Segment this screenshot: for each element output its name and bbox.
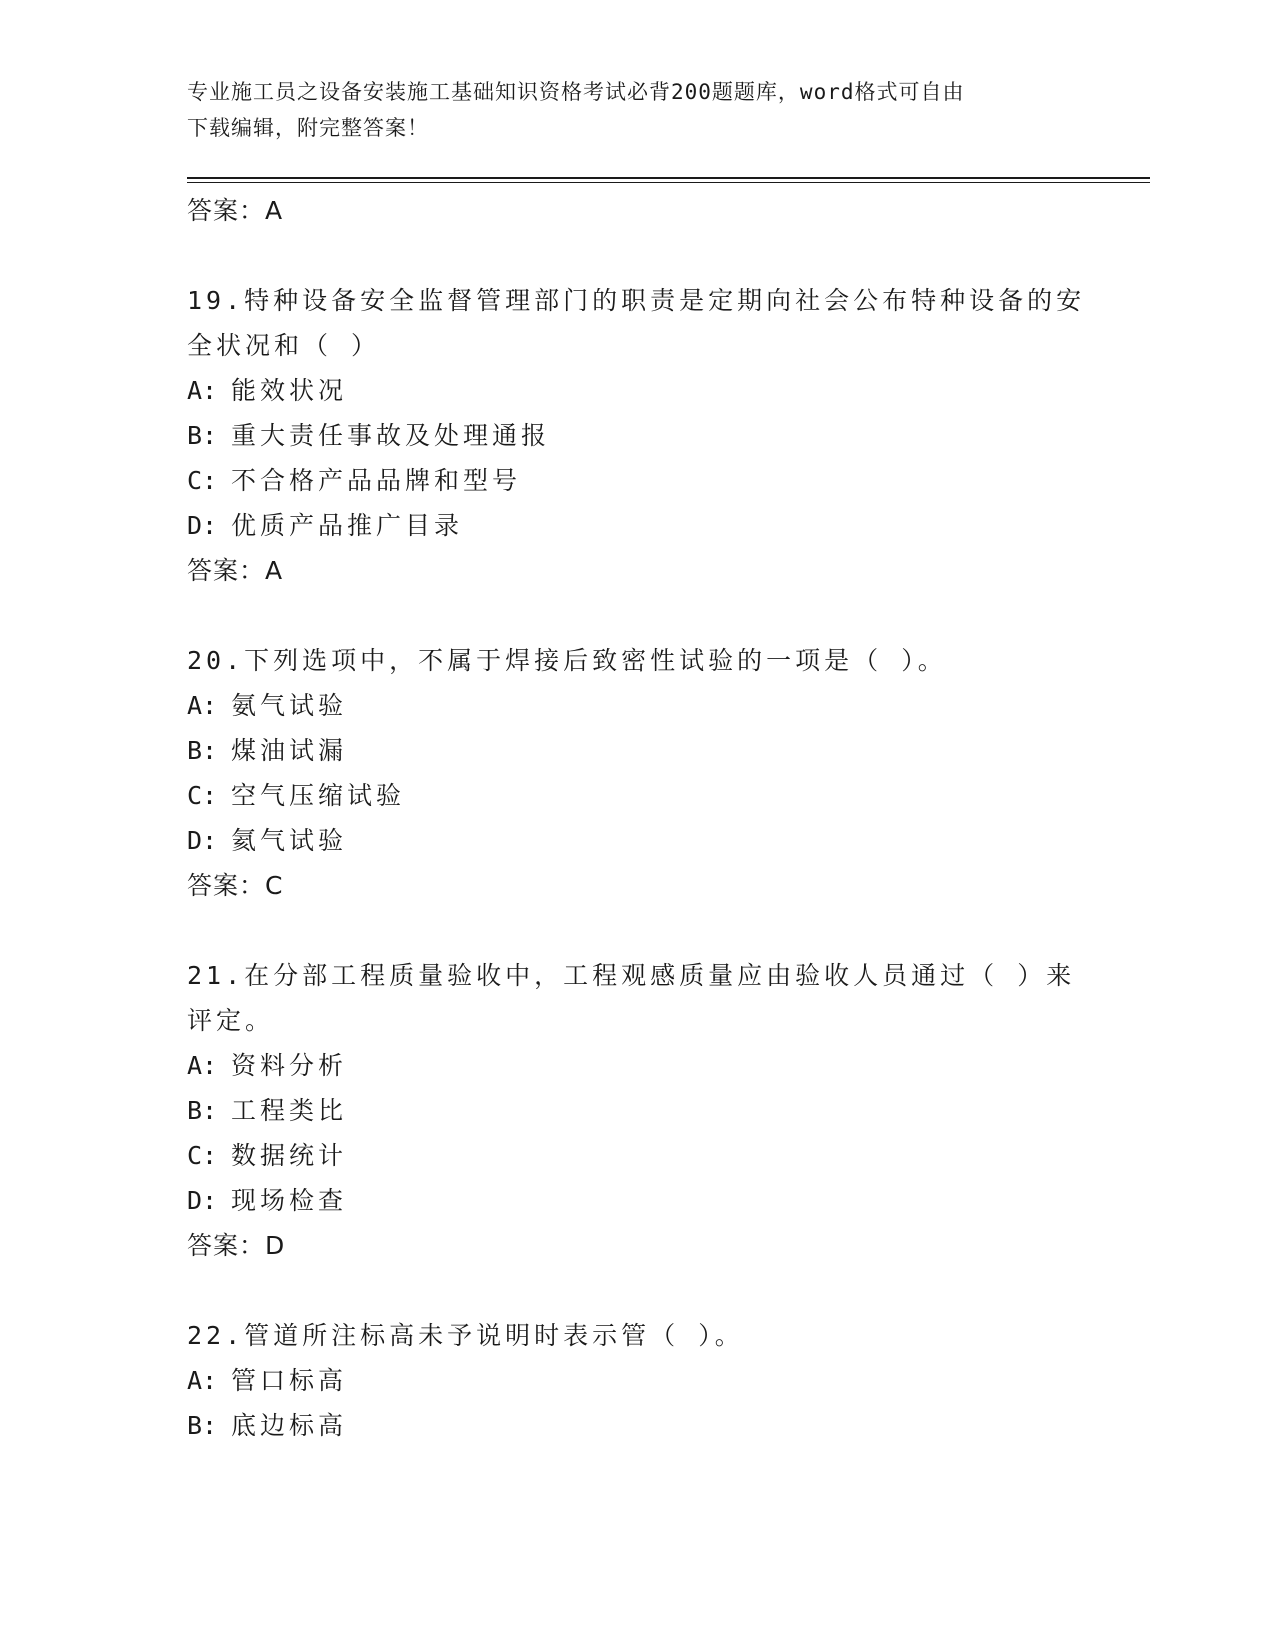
option-label: B: <box>187 1411 218 1440</box>
spacer <box>187 593 1087 638</box>
option-label: D: <box>187 511 218 540</box>
option-text: 现场检查 <box>231 1186 348 1215</box>
option-label: A: <box>187 691 218 720</box>
header-line-2: 下载编辑，附完整答案！ <box>187 116 429 140</box>
option-d <box>187 503 1087 548</box>
question-stem: 20.下列选项中，不属于焊接后致密性试验的一项是（ ）。 <box>187 646 947 675</box>
option-text: 重大责任事故及处理通报 <box>231 421 551 450</box>
option-text: 氦气试验 <box>231 826 348 855</box>
document-header <box>187 74 1067 146</box>
spacer <box>187 233 1087 278</box>
option-c <box>187 773 1087 818</box>
previous-answer: 答案：A <box>187 196 284 225</box>
question-22 <box>187 1313 1087 1448</box>
spacer <box>187 908 1087 953</box>
option-text: 底边标高 <box>231 1411 348 1440</box>
option-label: C: <box>187 466 218 495</box>
option-a <box>187 1043 1087 1088</box>
answer: 答案：C <box>187 871 284 900</box>
option-text: 空气压缩试验 <box>231 781 406 810</box>
answer: 答案：A <box>187 556 284 585</box>
option-label: B: <box>187 736 218 765</box>
option-c <box>187 1133 1087 1178</box>
question-stem: 评定。 <box>187 1006 275 1035</box>
option-b <box>187 728 1087 773</box>
answer: 答案：D <box>187 1231 286 1260</box>
option-text: 煤油试漏 <box>231 736 348 765</box>
option-text: 能效状况 <box>231 376 348 405</box>
question-21 <box>187 953 1087 1268</box>
option-a <box>187 683 1087 728</box>
option-label: B: <box>187 421 218 450</box>
header-divider-thin <box>187 182 1150 183</box>
header-divider-thick <box>187 177 1150 179</box>
option-label: C: <box>187 1141 218 1170</box>
option-a <box>187 1358 1087 1403</box>
question-list <box>187 188 1087 1448</box>
option-text: 不合格产品品牌和型号 <box>231 466 522 495</box>
question-stem: 全状况和（ ） <box>187 331 381 360</box>
option-label: B: <box>187 1096 218 1125</box>
option-label: A: <box>187 376 218 405</box>
option-text: 氨气试验 <box>231 691 348 720</box>
option-label: A: <box>187 1366 218 1395</box>
question-stem: 19.特种设备安全监督管理部门的职责是定期向社会公布特种设备的安 <box>187 286 1086 315</box>
question-stem: 22.管道所注标高未予说明时表示管（ ）。 <box>187 1321 744 1350</box>
option-text: 管口标高 <box>231 1366 348 1395</box>
option-text: 优质产品推广目录 <box>231 511 464 540</box>
option-label: D: <box>187 1186 218 1215</box>
option-d <box>187 818 1087 863</box>
question-stem: 21.在分部工程质量验收中，工程观感质量应由验收人员通过（ ）来 <box>187 961 1076 990</box>
option-a <box>187 368 1087 413</box>
option-b <box>187 413 1087 458</box>
option-label: C: <box>187 781 218 810</box>
question-19 <box>187 278 1087 593</box>
option-c <box>187 458 1087 503</box>
option-b <box>187 1403 1087 1448</box>
option-label: A: <box>187 1051 218 1080</box>
option-d <box>187 1178 1087 1223</box>
header-line-1: 专业施工员之设备安装施工基础知识资格考试必背200题题库，word格式可自由 <box>187 80 965 104</box>
option-label: D: <box>187 826 218 855</box>
question-20 <box>187 638 1087 908</box>
option-text: 资料分析 <box>231 1051 348 1080</box>
option-b <box>187 1088 1087 1133</box>
option-text: 数据统计 <box>231 1141 348 1170</box>
spacer <box>187 1268 1087 1313</box>
option-text: 工程类比 <box>231 1096 348 1125</box>
